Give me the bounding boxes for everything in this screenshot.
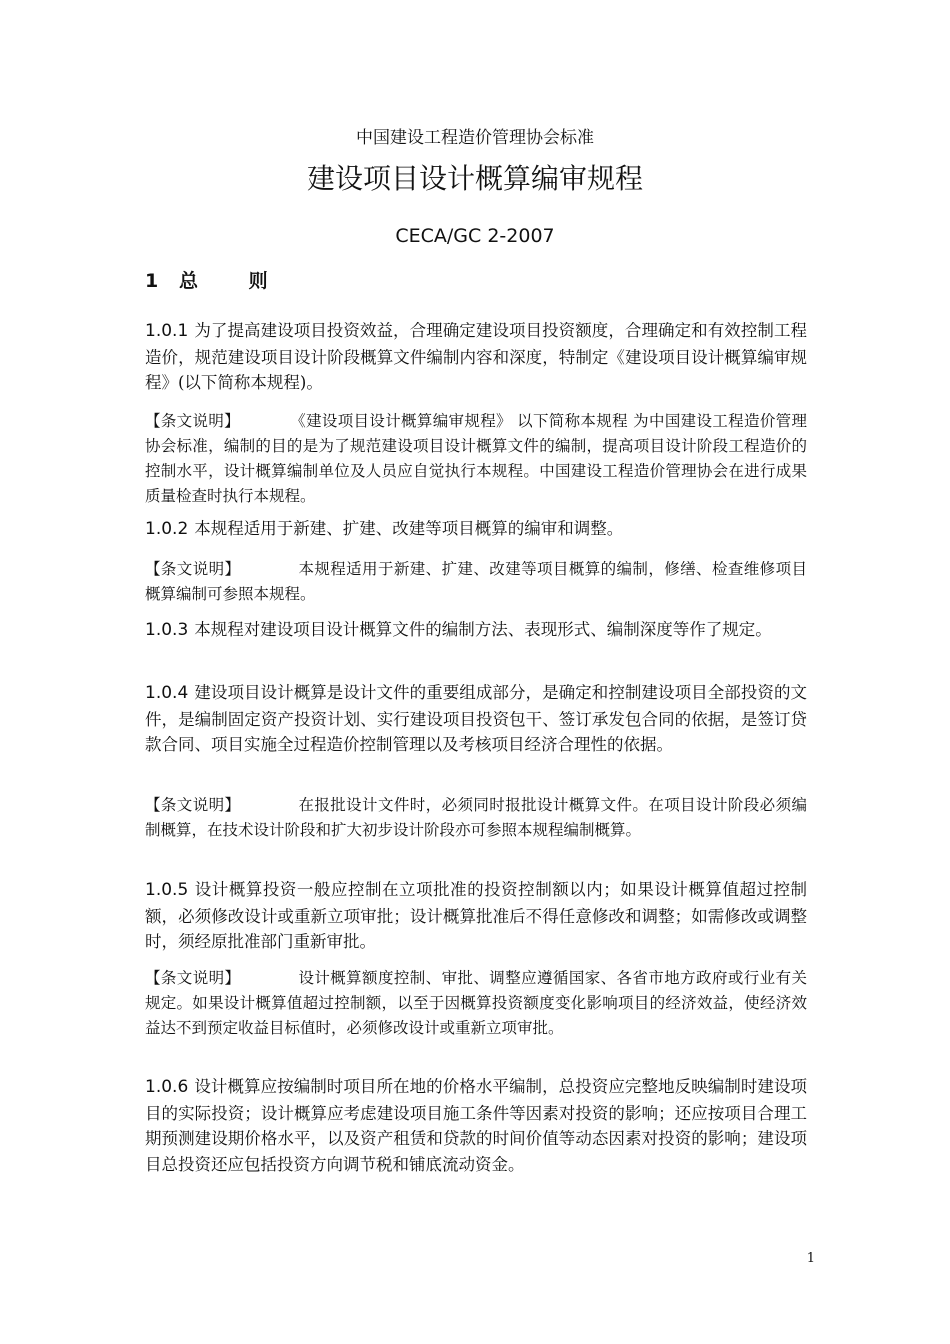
clause-text: 为了提高建设项目投资效益，合理确定建设项目投资额度，合理确定和有效控制工程造价，规范建设项目设计阶段概算文件编制内容和深度，特制定《建设项目设计概算编审规程》(以下简称本规程)。 xyxy=(145,321,807,392)
clause-text: 设计概算应按编制时项目所在地的价格水平编制，总投资应完整地反映编制时建设项目的实际投资；设计概算应考虑建设项目施工条件等因素对投资的影响；还应按项目合理工期预测建设期价格水平，以及资产租赁和贷款的时间价值等动态因素对投资的影响；建设项目总投资还应包括投资方向调节税和铺底流动资金。 xyxy=(145,1077,807,1174)
clause-text: 设计概算投资一般应控制在立项批准的投资控制额以内；如果设计概算值超过控制额，必须修改设计或重新立项审批；设计概算批准后不得任意修改和调整；如需修改或调整时，须经原批准部门重新审批。 xyxy=(145,880,807,951)
clause-text: 本规程适用于新建、扩建、改建等项目概算的编审和调整。 xyxy=(194,519,624,538)
clause-number: 1.0.4 xyxy=(145,683,189,703)
note-text: 在报批设计文件时，必须同时报批设计概算文件。在项目设计阶段必须编制概算，在技术设计阶段和扩大初步设计阶段亦可参照本规程编制概算。 xyxy=(145,796,807,839)
clause-1-0-4 xyxy=(145,680,807,758)
clause-1-0-1 xyxy=(145,318,807,396)
note-text: 《建设项目设计概算编审规程》 以下简称本规程 为中国建设工程造价管理协会标准，编制的目的是为了规范建设项目设计概算文件的编制，提高项目设计阶段工程造价的控制水平，设计概算编制单位及人员应自觉执行本规程。中国建设工程造价管理协会在进行成果质量检查时执行本规程。 xyxy=(145,412,807,505)
clause-number: 1.0.1 xyxy=(145,321,189,341)
clause-1-0-5 xyxy=(145,877,807,955)
organization-header: 中国建设工程造价管理协会标准 xyxy=(356,128,594,148)
standard-code: CECA/GC 2-2007 xyxy=(395,225,555,247)
note-text: 设计概算额度控制、审批、调整应遵循国家、各省市地方政府或行业有关规定。如果设计概算值超过控制额，以至于因概算投资额度变化影响项目的经济效益，使经济效益达不到预定收益目标值时，必须修改设计或重新立项审批。 xyxy=(145,969,807,1037)
note-text: 本规程适用于新建、扩建、改建等项目概算的编制，修缮、检查维修项目概算编制可参照本规程。 xyxy=(145,560,807,603)
chapter-heading xyxy=(145,267,290,295)
page-number: 1 xyxy=(806,1251,815,1266)
note-label: 【条文说明】 xyxy=(145,969,241,987)
clause-number: 1.0.6 xyxy=(145,1077,189,1097)
clause-note xyxy=(145,793,807,843)
clause-number: 1.0.3 xyxy=(145,620,189,640)
clause-number: 1.0.2 xyxy=(145,519,189,539)
document-title: 建设项目设计概算编审规程 xyxy=(306,162,643,195)
clause-text: 建设项目设计概算是设计文件的重要组成部分，是确定和控制建设项目全部投资的文件，是编制固定资产投资计划、实行建设项目投资包干、签订承发包合同的依据，是签订贷款合同、项目实施全过程造价控制管理以及考核项目经济合理性的依据。 xyxy=(145,683,807,754)
clause-number: 1.0.5 xyxy=(145,880,189,900)
note-label: 【条文说明】 xyxy=(145,560,241,578)
chapter-title: 总 则 xyxy=(179,270,290,292)
clause-1-0-3 xyxy=(145,617,807,644)
note-label: 【条文说明】 xyxy=(145,796,241,814)
chapter-number: 1 xyxy=(145,270,159,292)
clause-1-0-2 xyxy=(145,516,807,543)
note-label: 【条文说明】 xyxy=(145,412,240,430)
clause-note xyxy=(145,966,807,1041)
clause-note xyxy=(145,409,807,509)
clause-note xyxy=(145,557,807,607)
clause-text: 本规程对建设项目设计概算文件的编制方法、表现形式、编制深度等作了规定。 xyxy=(194,620,772,639)
clause-1-0-6 xyxy=(145,1074,807,1177)
